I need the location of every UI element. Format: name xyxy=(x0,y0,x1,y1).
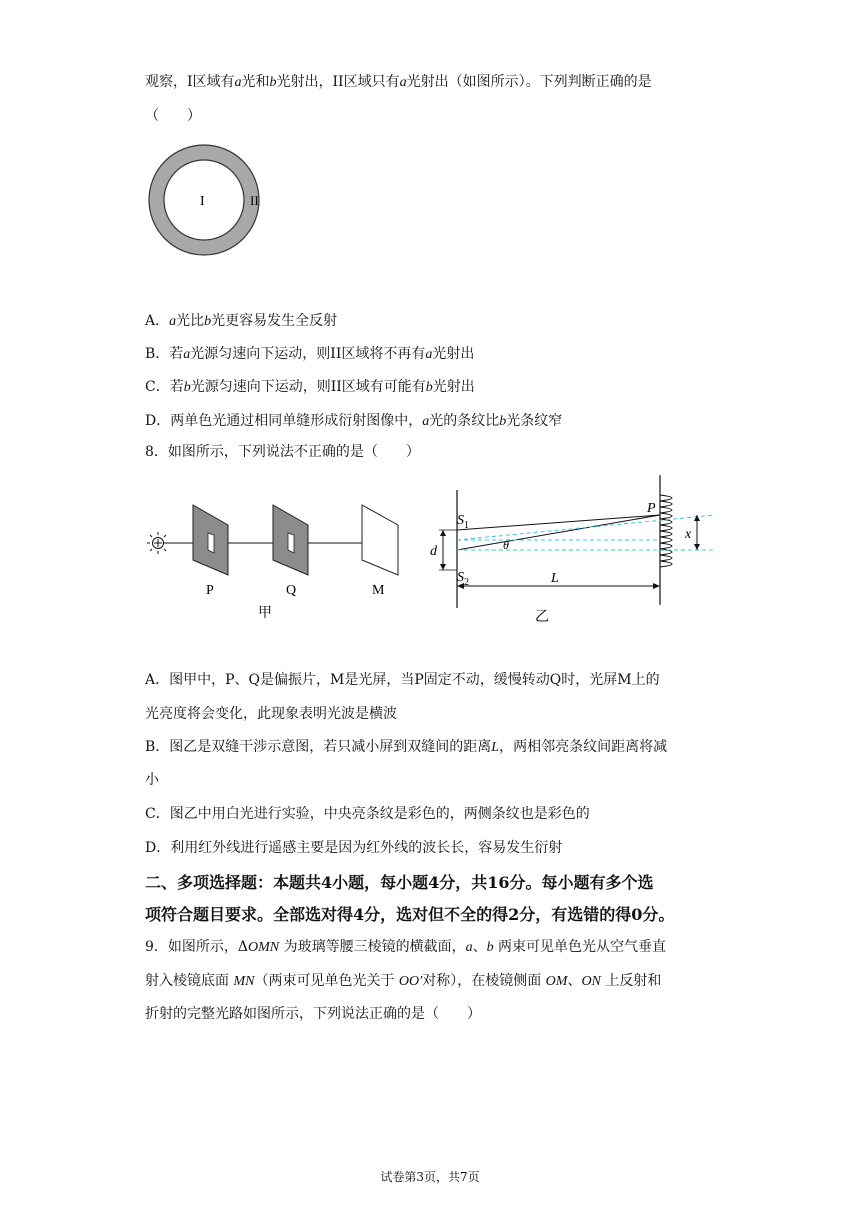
q7-option-b: B．若a光源匀速向下运动，则II区域将不再有a光射出 xyxy=(145,346,475,362)
q7-ring-figure xyxy=(140,140,280,265)
q8-option-b-line1: B．图乙是双缝干涉示意图，若只减小屏到双缝间的距离L，两相邻亮条纹间距离将减 xyxy=(145,739,668,755)
label-m: M xyxy=(372,583,385,598)
label-d: d xyxy=(430,544,437,559)
label-theta: θ xyxy=(503,538,509,552)
q8-option-a-line1: A．图甲中，P、Q是偏振片，M是光屏，当P固定不动，缓慢转动Q时，光屏M上的 xyxy=(145,672,660,688)
q8-option-b-line2: 小 xyxy=(145,772,159,788)
label-x: x xyxy=(685,527,692,542)
q8-figure-jia xyxy=(140,495,420,620)
label-s2: $S_2$ xyxy=(457,570,469,588)
section2-heading-line1: 二、多项选择题：本题共4小题，每小题4分，共16分。每小题有多个选 xyxy=(145,873,654,892)
caption-yi: 乙 xyxy=(535,610,549,625)
region-label-i: I xyxy=(200,194,205,209)
d-arrow-bottom xyxy=(440,564,446,570)
q8-option-c: C．图乙中用白光进行实验，中央亮条纹是彩色的，两侧条纹也是彩色的 xyxy=(145,806,590,822)
label-point-p: P xyxy=(647,501,656,516)
page-footer: 试卷第3页，共7页 xyxy=(380,1170,480,1184)
ray-s2 xyxy=(457,515,660,550)
region-label-ii: II xyxy=(250,193,259,208)
polarizer-q xyxy=(273,505,308,575)
label-p: P xyxy=(206,583,214,598)
label-q: Q xyxy=(286,583,297,598)
q7-answer-blank: （ ） xyxy=(145,108,201,124)
caption-jia: 甲 xyxy=(258,606,272,620)
q9-stem-line2: 射入棱镜底面 MN（两束可见单色光关于 OO′对称），在棱镜侧面 OM、ON 上反射和 xyxy=(145,973,662,989)
q8-stem: 8．如图所示，下列说法不正确的是（ ） xyxy=(145,444,420,460)
q7-option-a: A．a光比b光更容易发生全反射 xyxy=(145,313,338,329)
q9-stem-line3: 折射的完整光路如图所示，下列说法正确的是（ ） xyxy=(145,1006,481,1022)
q9-stem-line1: 9．如图所示，ΔOMN 为玻璃等腰三棱镜的横截面，a、b 两束可见单色光从空气垂直 xyxy=(145,939,667,955)
q7-option-d: D．两单色光通过相同单缝形成衍射图像中，a光的条纹比b光条纹窄 xyxy=(145,413,563,429)
polarizer-p xyxy=(193,505,228,575)
x-arrow-bottom xyxy=(694,544,700,550)
q7-stem-line1: 观察，I区域有a光和b光射出，II区域只有a光射出（如图所示）。下列判断正确的是 xyxy=(145,74,652,90)
x-arrow-top xyxy=(694,515,700,521)
light-screen-m xyxy=(362,505,398,575)
q8-option-a-line2: 光亮度将会变化，此现象表明光波是横波 xyxy=(145,706,397,722)
fringe-pattern xyxy=(660,495,672,567)
label-s1: $S_1$ xyxy=(457,513,469,531)
ray-s1 xyxy=(457,515,660,530)
section2-heading-line2: 项符合题目要求。全部选对得4分，选对但不全的得2分，有选错的得0分。 xyxy=(145,905,675,924)
label-l: L xyxy=(551,571,559,586)
d-arrow-top xyxy=(440,530,446,536)
q7-option-c: C．若b光源匀速向下运动，则II区域有可能有b光射出 xyxy=(145,379,475,395)
light-source-icon xyxy=(147,532,166,554)
l-arrow-right xyxy=(653,583,660,589)
q8-figure-yi xyxy=(425,470,725,630)
q8-option-d: D．利用红外线进行遥感主要是因为红外线的波长长，容易发生衍射 xyxy=(145,840,563,856)
